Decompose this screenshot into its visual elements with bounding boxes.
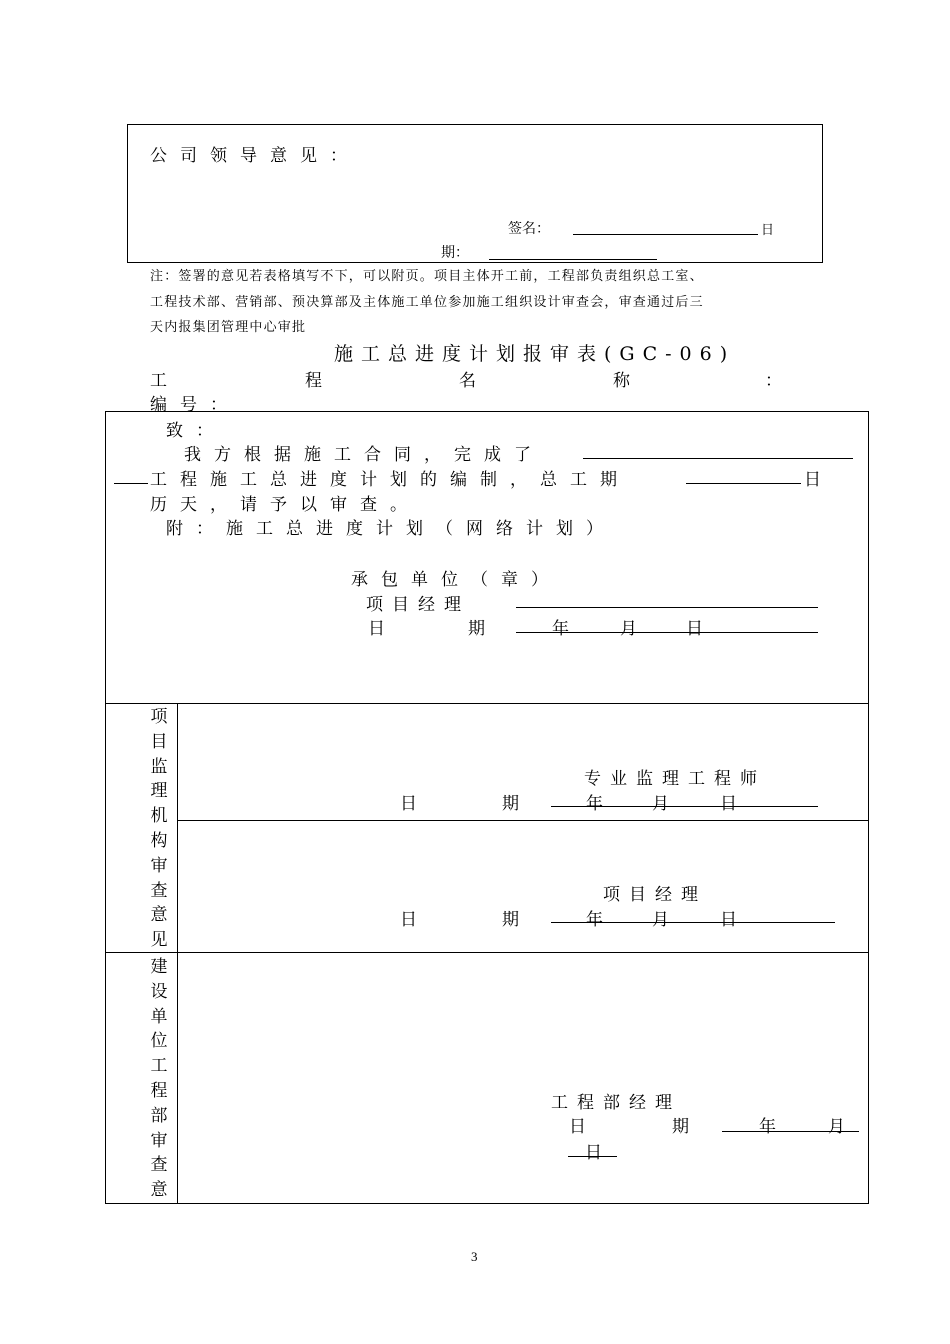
section2a-month: 月 [652,794,669,814]
body-line-2: 工程施工总进度计划的编制，总工期 [150,470,630,490]
engineering-manager-label: 工程部经理 [551,1093,681,1113]
sign-line[interactable] [573,234,758,235]
project-name-char-1: 工 [150,371,167,391]
number-label: 编号： [150,395,240,415]
project-prefix-blank[interactable] [114,483,148,484]
section1-pm-line[interactable] [516,607,818,608]
top-date-label: 期： [441,245,469,261]
section2a-date-label-2: 期 [502,794,519,814]
top-date-line[interactable] [489,259,657,260]
project-name-char-3: 名 [459,371,476,391]
row-divider-3 [105,952,869,953]
section2a-day: 日 [720,794,737,814]
section2a-date-label-1: 日 [400,794,417,814]
note-line-1: 注：签署的意见若表格填写不下，可以附页。项目主体开工前，工程部负责组织总工室、 [150,269,704,284]
completed-blank[interactable] [583,458,853,459]
section3-month: 月 [828,1117,845,1137]
section2b-day: 日 [720,910,737,930]
section2b-pm-label: 项目经理 [603,885,707,905]
form-title: 施工总进度计划报审表(GC-06) [334,343,736,365]
to-label: 致： [166,421,226,441]
supervising-engineer-label: 专业监理工程师 [584,769,766,789]
duration-blank[interactable] [686,483,801,484]
row-divider-1 [105,703,869,704]
duration-day-char: 日 [804,470,821,490]
project-name-char-5: ： [765,371,782,391]
column-divider [177,703,178,1204]
body-line-1: 我方根据施工合同，完成了 [184,445,544,465]
section2b-year: 年 [586,910,603,930]
page-number: 3 [471,1249,478,1264]
section1-day: 日 [686,619,703,639]
body-line-3: 历天，请予以审查。 [150,495,420,515]
section1-date-label-2: 期 [468,619,485,639]
note-line-2: 工程技术部、营销部、预决算部及主体施工单位参加施工组织设计审查会，审查通过后三 [150,295,704,310]
project-name-char-2: 程 [305,371,322,391]
section3-date-label-1: 日 [569,1117,586,1137]
attachment-line: 附：施工总进度计划（网络计划） [166,519,616,539]
sign-day-char: 日 [761,223,775,238]
note-line-3: 天内报集团管理中心审批 [150,320,307,335]
supervision-side-label: 项 目 监 理 机 构 审 查 意 见 [150,707,168,951]
owner-side-label: 建 设 单 位 工 程 部 审 查 意 [150,957,168,1201]
section1-pm-label: 项目经理 [366,595,470,615]
section2b-month: 月 [652,910,669,930]
section2b-date-label-1: 日 [400,910,417,930]
leader-opinion-label: 公司领导意见： [150,146,360,166]
row-divider-2 [177,820,869,821]
section1-month: 月 [620,619,637,639]
section3-day-line[interactable] [568,1156,617,1157]
section2b-date-label-2: 期 [502,910,519,930]
contractor-label: 承包单位（章） [351,570,561,590]
sign-label: 签名： [508,221,550,237]
section3-date-label-2: 期 [672,1117,689,1137]
section3-year: 年 [759,1117,776,1137]
section2a-year: 年 [586,794,603,814]
section1-date-label-1: 日 [368,619,385,639]
section3-day: 日 [585,1143,602,1163]
project-name-char-4: 称 [613,371,630,391]
section1-year: 年 [552,619,569,639]
